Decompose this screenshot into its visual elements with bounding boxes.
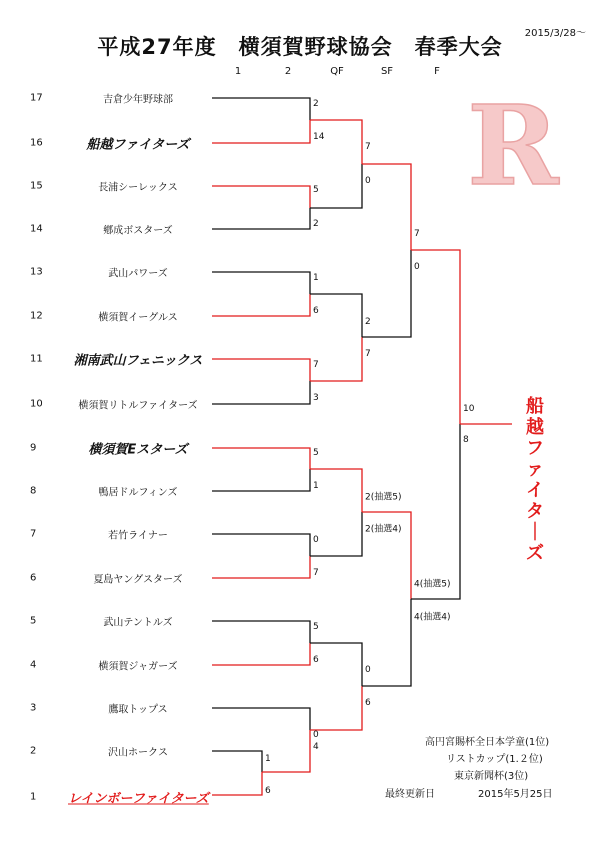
champion-char: ズ	[526, 543, 544, 564]
champion-char: ァ	[526, 459, 544, 480]
seed-number: 12	[30, 310, 43, 322]
team-name: 武山パワーズ	[108, 268, 168, 280]
team-name: 湘南武山フェニックス	[73, 353, 203, 369]
score: 3	[313, 393, 319, 403]
line-team-9	[212, 448, 310, 469]
score: 14	[313, 132, 325, 142]
note-line: 高円宮賜杯全日本学童(1位)	[425, 737, 550, 748]
score: 4	[313, 742, 319, 752]
seed-number: 5	[30, 615, 37, 627]
line-team-5	[212, 621, 310, 643]
seed-number: 6	[30, 572, 37, 584]
seed-number: 13	[30, 266, 43, 278]
page-title: 平成27年度 横須賀野球協会 春季大会	[97, 35, 503, 59]
line-qf2-bottom	[310, 337, 362, 381]
seed-number: 8	[30, 485, 37, 497]
updated-date: 2015年5月25日	[478, 789, 553, 800]
line-team-12	[212, 294, 310, 316]
score: 1	[313, 273, 319, 283]
note-line: 東京新聞杯(3位)	[454, 771, 529, 782]
round-label-f: F	[434, 66, 440, 77]
score: 6	[313, 655, 319, 665]
score: 0	[365, 665, 371, 675]
team-name: 吉倉少年野球部	[103, 94, 173, 106]
score: 4(抽選4)	[414, 612, 451, 623]
team-logo	[458, 88, 568, 198]
champion-char: 船	[526, 396, 544, 417]
updated-label: 最終更新日	[385, 789, 435, 800]
score: 7	[313, 568, 319, 578]
seed-number: 10	[30, 398, 43, 410]
score: 2(抽選5)	[365, 492, 402, 503]
line-final-top	[411, 250, 460, 424]
line-team-3	[212, 708, 310, 730]
team-name: 横須賀ジャガーズ	[98, 661, 178, 673]
line-team-1	[212, 772, 262, 795]
seed-number: 1	[30, 791, 37, 803]
seed-number: 11	[30, 353, 43, 365]
score: 5	[313, 185, 319, 195]
line-team-14	[212, 208, 310, 229]
line-qf3-bottom	[310, 512, 362, 556]
line-team-7	[212, 534, 310, 556]
team-name: 長浦シーレックス	[98, 182, 178, 194]
score: 5	[313, 448, 319, 458]
score: 0	[365, 176, 371, 186]
score: 8	[463, 435, 469, 445]
line-team-2	[212, 751, 262, 772]
champion-name	[523, 396, 547, 564]
champion-char: フ	[526, 438, 544, 459]
score: 7	[313, 360, 319, 370]
seed-number: 4	[30, 659, 37, 671]
seed-number: 9	[30, 442, 37, 454]
tournament-date: 2015/3/28～	[524, 28, 586, 39]
score: 1	[313, 481, 319, 491]
seed-number: 2	[30, 745, 37, 757]
team-name: レインボーファイターズ	[68, 791, 209, 807]
line-team-13	[212, 272, 310, 294]
team-name: 横須賀Eスターズ	[88, 442, 188, 458]
score: 0	[313, 730, 319, 740]
score: 6	[365, 698, 371, 708]
score: 0	[313, 535, 319, 545]
score: 2	[313, 219, 319, 229]
score: 7	[414, 229, 420, 239]
team-name: 若竹ライナー	[108, 530, 168, 542]
score: 4(抽選5)	[414, 579, 451, 590]
team-name: 鷹取トップス	[108, 704, 168, 716]
team-name: 夏島ヤングスターズ	[93, 574, 183, 586]
seed-number: 15	[30, 180, 43, 192]
round-label-sf: SF	[380, 66, 394, 77]
line-team-11	[212, 359, 310, 381]
round-label-1: 1	[234, 66, 242, 77]
score: 2	[313, 99, 319, 109]
line-team-17	[212, 98, 310, 120]
line-team-15	[212, 186, 310, 208]
seed-number: 14	[30, 223, 43, 235]
seed-number: 7	[30, 528, 37, 540]
score: 7	[365, 349, 371, 359]
champion-char: タ	[526, 501, 544, 522]
line-team-4	[212, 643, 310, 665]
team-name: 鴨居ドルフィンズ	[98, 487, 178, 499]
team-name: 横須賀イーグルス	[98, 312, 178, 324]
seed-number: 17	[30, 92, 43, 104]
score: 7	[365, 142, 371, 152]
score: 2	[365, 317, 371, 327]
note-line: リストカップ(1.２位)	[446, 754, 543, 765]
team-name: 武山テントルズ	[103, 617, 173, 629]
score: 0	[414, 262, 420, 272]
score: 6	[265, 786, 271, 796]
line-qf4-bottom	[310, 686, 362, 730]
logo-letter: R	[467, 88, 559, 198]
line-team-8	[212, 469, 310, 491]
line-team-10	[212, 381, 310, 404]
champion-char: 越	[526, 417, 544, 438]
round-label-qf: QF	[330, 66, 344, 77]
team-name: 船越ファイターズ	[86, 137, 190, 153]
score: 5	[313, 622, 319, 632]
team-name: 鄕成ボスターズ	[103, 225, 173, 237]
seed-number: 16	[30, 137, 43, 149]
round-label-2: 2	[284, 66, 292, 77]
champion-char: ｜	[526, 522, 544, 543]
line-team-6	[212, 556, 310, 578]
score: 6	[313, 306, 319, 316]
score: 1	[265, 754, 271, 764]
line-qf1-top	[310, 120, 362, 164]
score: 10	[463, 404, 475, 414]
score: 2(抽選4)	[365, 524, 402, 535]
line-team-16	[212, 120, 310, 143]
team-name: 横須賀リトルファイターズ	[78, 400, 198, 412]
champion-char: イ	[526, 480, 544, 501]
line-match-2-1	[262, 730, 310, 772]
team-name: 沢山ホークス	[108, 747, 168, 759]
seed-number: 3	[30, 702, 37, 714]
line-final-bottom	[411, 424, 460, 599]
